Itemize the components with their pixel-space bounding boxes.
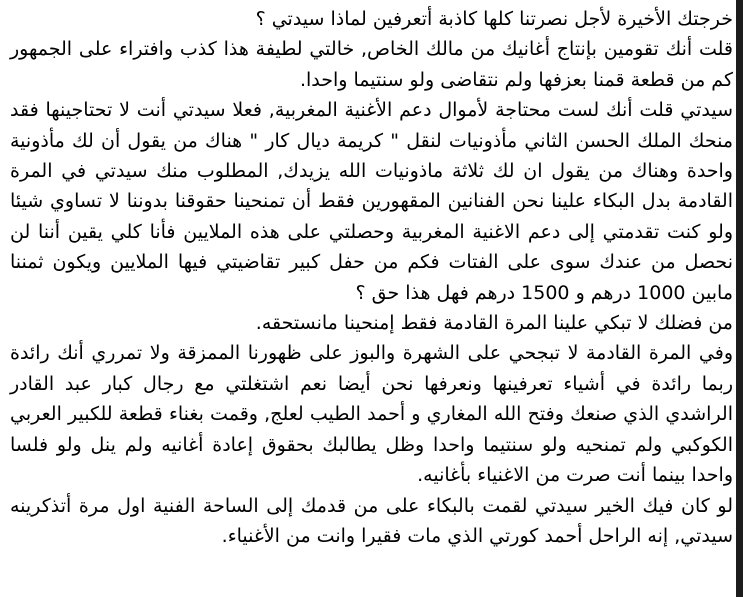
post-paragraph-3: سيدتي قلت أنك لست محتاجة لأموال دعم الأغنية المغربية, فعلا سيدتي أنت لا تحتاجينها فقد منحك الملك الحسن الثاني مأذونيات لنقل " كريمة ديال كار " هناك من يقول أن لك مأذونية واحدة وهناك من يقول ان لك ثلاثة ماذونيات الله يزيدك, المطلوب منك سيدتي في المرة القادمة بدل البكاء علينا نحن الفنانين المقهورين فقط أن تمنحينا حقوقنا بدوننا لا تساوي شيئا ولو كنت تقدمتي إلى دعم الاغنية المغربية وحصلتي على هذه الملايين فأنا كلي يقين أننا لن نحصل من عندك سوى على الفتات فكم من حفل كبير تقاضيتي فيها الملايين ويكون ثمننا مابين 1000 درهم و 1500 درهم فهل هذا حق ؟ — [10, 99, 733, 304]
post-paragraph-2: قلت أنك تقومين بإنتاج أغانيك من مالك الخاص, خالتي لطيفة هذا كذب وافتراء على الجمهور كم من قطعة قمنا بعزفها ولم نتقاضى ولو سنتيما واحدا. — [10, 38, 733, 91]
post-paragraph-5: وفي المرة القادمة لا تبجحي على الشهرة والبوز على ظهورنا الممزقة ولا تمرري أنك رائدة ربما رائدة في أشياء تعرفينها ونعرفها نحن أيضا نعم اشتغلتي مع رجال كبار عبد القادر الراشدي الذي صنعك وفتح الله المغاري و أحمد الطيب لعلج, وقمت بغناء قطعة للكبير العربي الكوكبي ولم تمنحيه ولو سنتيما واحدا وظل يطالبك بحقوق إعادة أغانيه ولم ينل ولو فلسا واحدا بينما أنت صرت من الاغنياء بأغانيه. — [10, 342, 733, 487]
post-paragraph-4: من فضلك لا تبكي علينا المرة القادمة فقط إمنحينا مانستحقه. — [255, 312, 733, 335]
post-paragraph-6: لو كان فيك الخير سيدتي لقمت بالبكاء على من قدمك إلى الساحة الفنية اول مرة أتذكرينه سيدتي, إنه الراحل أحمد كورتي الذي مات فقيرا وانت من الأغنياء. — [10, 494, 733, 547]
post-paragraph-1: خرجتك الأخيرة لأجل نصرتنا كلها كاذبة أتعرفين لماذا سيدتي ؟ — [255, 8, 733, 30]
window-edge — [736, 0, 743, 597]
